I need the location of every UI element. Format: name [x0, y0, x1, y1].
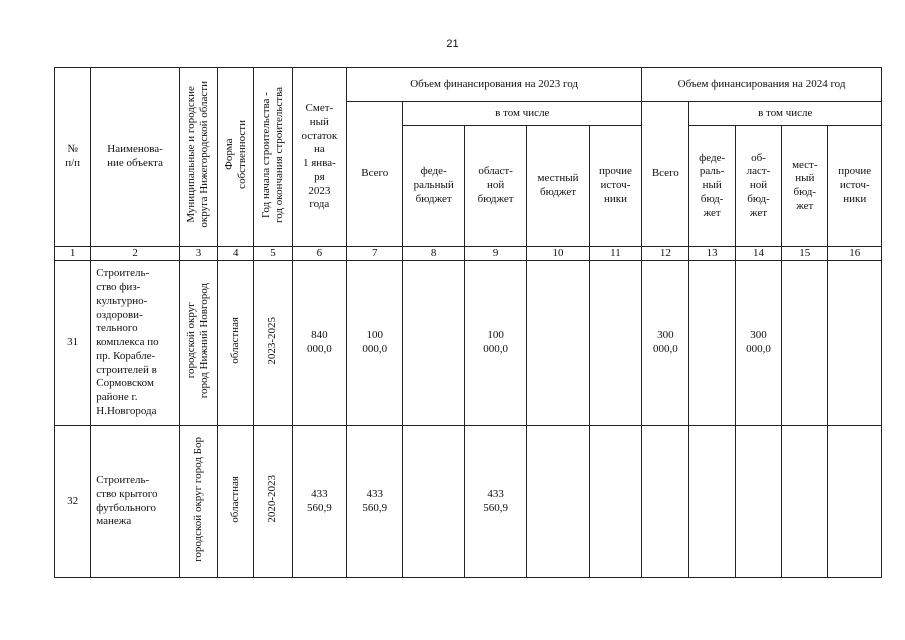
row-years: 2020-2023	[266, 475, 279, 523]
header-regional-2023: област- ной бюджет	[464, 126, 526, 247]
column-number: 6	[292, 247, 346, 261]
column-number: 10	[527, 247, 589, 261]
header-other-2023: прочие источ- ники	[589, 126, 641, 247]
row-regional-2024: 300 000,0	[735, 261, 781, 426]
header-years-cell	[254, 68, 292, 247]
header-incl-2024: в том числе	[689, 102, 882, 126]
row-municipality: городской округ город Нижний Новгород	[185, 282, 211, 399]
header-ownership: Форма собственности	[222, 120, 248, 190]
row-other-2023	[589, 261, 641, 426]
column-number: 13	[689, 247, 735, 261]
row-federal-2024	[689, 261, 735, 426]
row-federal-2024	[689, 426, 735, 578]
row-federal-2023	[403, 426, 464, 578]
financing-table	[54, 67, 882, 578]
column-number: 3	[179, 247, 217, 261]
header-federal-2023: феде- ральный бюджет	[403, 126, 464, 247]
row-estimate: 433 560,9	[292, 426, 346, 578]
header-estimate: Смет- ный остаток на 1 янва- ря 2023 года	[292, 68, 346, 247]
row-other-2024	[828, 426, 882, 578]
column-number: 5	[254, 247, 292, 261]
row-ownership: областная	[229, 317, 242, 364]
row-local-2023	[527, 261, 589, 426]
column-number: 8	[403, 247, 464, 261]
header-municipality-cell	[179, 68, 217, 247]
row-total-2024	[642, 426, 689, 578]
row-municipality-cell	[179, 261, 217, 426]
row-local-2024	[782, 426, 828, 578]
header-name: Наименова- ние объекта	[91, 68, 180, 247]
row-ownership-cell	[218, 261, 254, 426]
column-number: 7	[347, 247, 403, 261]
header-ownership-cell	[218, 68, 254, 247]
header-municipality: Муниципальные и городские округа Нижегородской области	[185, 81, 211, 228]
header-fin-2024: Объем финансирования на 2024 год	[642, 68, 882, 102]
row-ownership-cell	[218, 426, 254, 578]
column-number: 15	[782, 247, 828, 261]
row-years: 2023-2025	[266, 316, 279, 365]
column-numbers-row	[55, 247, 882, 261]
page-number: 21	[446, 38, 459, 50]
column-number: 11	[589, 247, 641, 261]
header-fin-2023: Объем финансирования на 2023 год	[347, 68, 642, 102]
row-name: Строитель- ство физ- культурно- оздорови- тельного комплекса по пр. Корабле- строителей в Сормовском районе г. Н.Новгорода	[91, 261, 180, 426]
row-local-2024	[782, 261, 828, 426]
row-other-2024	[828, 261, 882, 426]
row-total-2023: 100 000,0	[347, 261, 403, 426]
column-number: 9	[464, 247, 526, 261]
header-local-2023: местный бюджет	[527, 126, 589, 247]
row-years-cell	[254, 426, 292, 578]
header-local-2024: мест- ный бюд- жет	[782, 126, 828, 247]
column-number: 4	[218, 247, 254, 261]
column-number: 2	[91, 247, 180, 261]
table-row	[55, 426, 882, 578]
header-regional-2024: об- ласт- ной бюд- жет	[735, 126, 781, 247]
row-estimate: 840 000,0	[292, 261, 346, 426]
row-years-cell	[254, 261, 292, 426]
row-municipality: городской округ город Бор	[191, 436, 204, 562]
column-number: 16	[828, 247, 882, 261]
row-municipality-cell	[179, 426, 217, 578]
row-name: Строитель- ство крытого футбольного манежа	[91, 426, 180, 578]
column-number: 1	[55, 247, 91, 261]
header-other-2024: прочие источ- ники	[828, 126, 882, 247]
header-incl-2023: в том числе	[403, 102, 642, 126]
row-regional-2024	[735, 426, 781, 578]
header-federal-2024: феде- раль- ный бюд- жет	[689, 126, 735, 247]
header-years: Год начала строительства - год окончания строительства	[259, 86, 286, 223]
row-local-2023	[527, 426, 589, 578]
row-other-2023	[589, 426, 641, 578]
header-total-2023: Всего	[347, 102, 403, 247]
row-num: 32	[55, 426, 91, 578]
column-number: 14	[735, 247, 781, 261]
column-number: 12	[642, 247, 689, 261]
table-row	[55, 261, 882, 426]
row-total-2024: 300 000,0	[642, 261, 689, 426]
row-regional-2023: 433 560,9	[464, 426, 526, 578]
row-federal-2023	[403, 261, 464, 426]
row-total-2023: 433 560,9	[347, 426, 403, 578]
row-ownership: областная	[229, 475, 242, 523]
header-num: № п/п	[55, 68, 91, 247]
header-total-2024: Всего	[642, 102, 689, 247]
row-num: 31	[55, 261, 91, 426]
row-regional-2023: 100 000,0	[464, 261, 526, 426]
